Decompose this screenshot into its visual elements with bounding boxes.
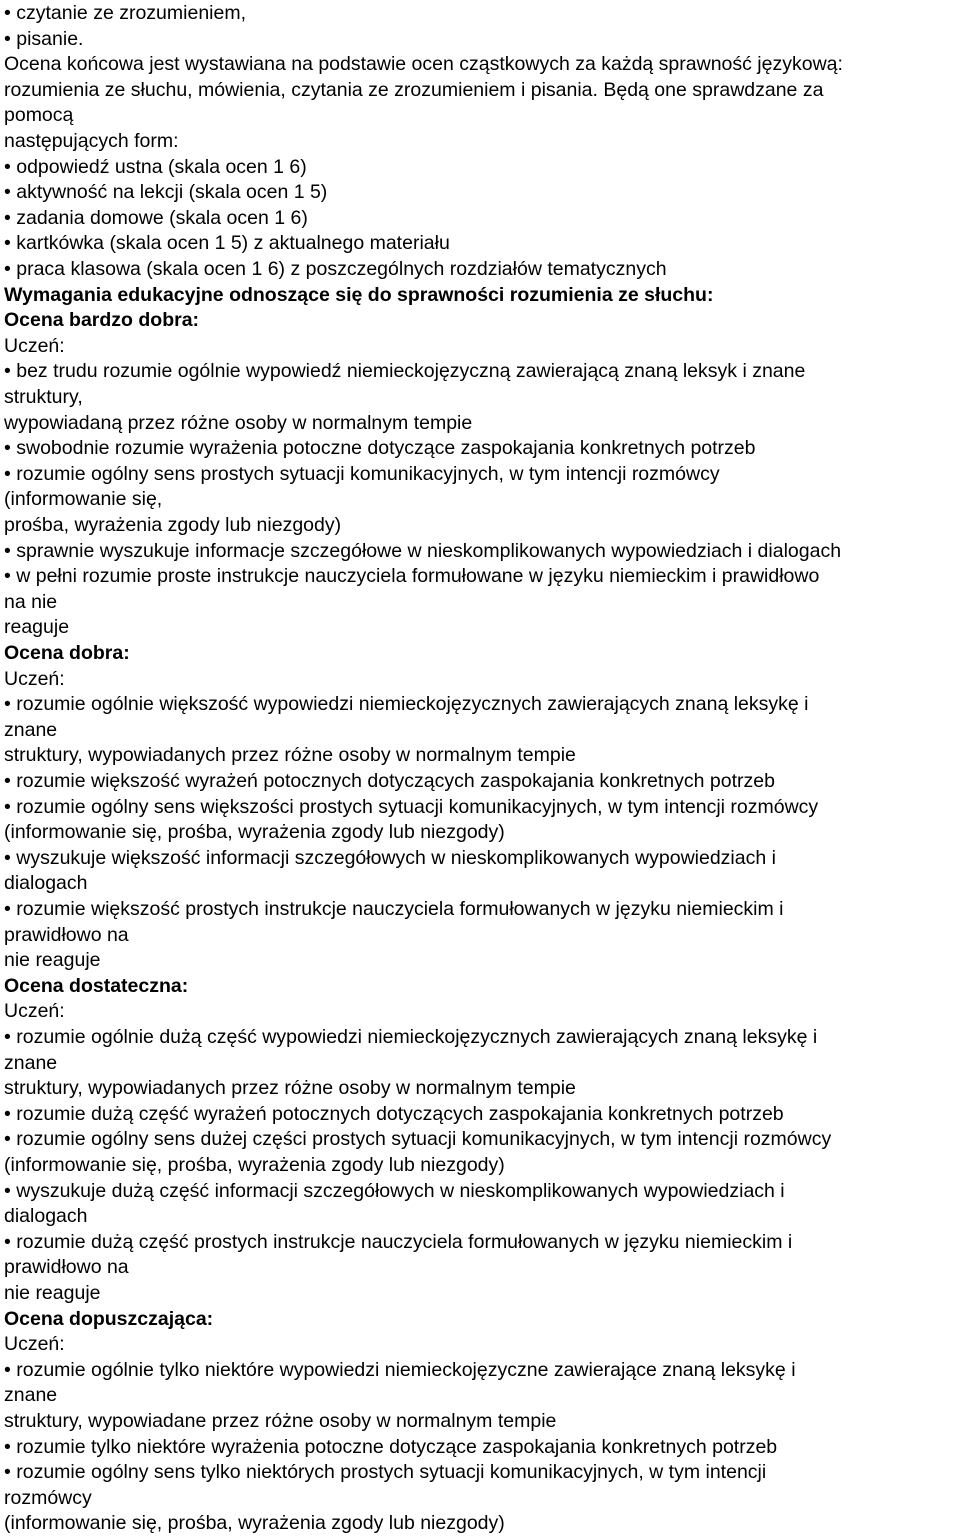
text-line: • pisanie. [4, 27, 84, 50]
text-line: (informowanie się, [4, 488, 163, 511]
text-line: • sprawnie wyszukuje informacje szczegółowe w nieskomplikowanych wypowiedziach i dialogach [4, 539, 842, 562]
text-line: znane [4, 1051, 58, 1074]
text-line: • rozumie ogólnie większość wypowiedzi niemieckojęzycznych zawierających znaną leksykę i [4, 693, 809, 716]
text-line: • czytanie ze zrozumieniem, [4, 2, 246, 24]
text-line: • bez trudu rozumie ogólnie wypowiedź niemieckojęzyczną zawierającą znaną leksyk i znane [4, 360, 806, 383]
text-line: Ocena końcowa jest wystawiana na podstawie ocen cząstkowych za każdą sprawność językową: [4, 53, 843, 76]
text-line: • rozumie większość prostych instrukcje nauczyciela formułowanych w języku niemieckim i [4, 898, 784, 920]
section-heading: Ocena bardzo dobra: [4, 309, 200, 332]
text-line: reaguje [4, 616, 70, 639]
text-line: (informowanie się, prośba, wyrażenia zgody lub niezgody) [4, 1154, 505, 1176]
text-line: rozumienia ze słuchu, mówienia, czytania ze zrozumieniem i pisania. Będą one sprawdzane za [4, 78, 824, 101]
text-line: struktury, [4, 386, 83, 408]
text-line: • rozumie ogólny sens dużej części prostych sytuacji komunikacyjnych, w tym intencji rozmówcy [4, 1128, 832, 1151]
text-line: dialogach [4, 872, 88, 895]
text-line: znane [4, 718, 58, 741]
section-heading: Wymagania edukacyjne odnoszące się do sprawności rozumienia ze słuchu: [4, 283, 714, 306]
text-line: Uczeń: [4, 1000, 65, 1023]
text-line: prośba, wyrażenia zgody lub niezgody) [4, 514, 342, 536]
text-line: • aktywność na lekcji (skala ocen 1 5) [4, 181, 328, 204]
text-line: • odpowiedź ustna (skala ocen 1 6) [4, 155, 307, 178]
section-heading: Ocena dopuszczająca: [4, 1307, 214, 1330]
text-line: struktury, wypowiadanych przez różne osoby w normalnym tempie [4, 1077, 576, 1100]
text-line: struktury, wypowiadane przez różne osoby w normalnym tempie [4, 1410, 557, 1432]
text-line: • kartkówka (skala ocen 1 5) z aktualnego materiału [4, 232, 450, 255]
text-line: prawidłowo na [4, 923, 129, 946]
text-line: • rozumie ogólny sens prostych sytuacji komunikacyjnych, w tym intencji rozmówcy [4, 462, 720, 485]
text-line: • rozumie ogólny sens tylko niektórych prostych sytuacji komunikacyjnych, w tym intencji [4, 1461, 767, 1484]
text-line: nie reaguje [4, 1282, 101, 1304]
text-line: • swobodnie rozumie wyrażenia potoczne dotyczące zaspokajania konkretnych potrzeb [4, 437, 756, 460]
text-line: (informowanie się, prośba, wyrażenia zgody lub niezgody) [4, 1512, 505, 1535]
text-line: • rozumie ogólny sens większości prostych sytuacji komunikacyjnych, w tym intencji rozmówcy [4, 795, 819, 818]
text-line: • rozumie ogólnie dużą część wypowiedzi niemieckojęzycznych zawierających znaną leksykę i [4, 1026, 818, 1048]
text-line: (informowanie się, prośba, wyrażenia zgody lub niezgody) [4, 821, 505, 844]
section-heading: Ocena dobra: [4, 642, 130, 664]
text-line: • wyszukuje dużą część informacji szczegółowych w nieskomplikowanych wypowiedziach i [4, 1179, 785, 1202]
text-line: nie reaguje [4, 949, 101, 972]
text-line: pomocą [4, 104, 74, 127]
text-line: następujących form: [4, 130, 179, 152]
text-line: dialogach [4, 1205, 88, 1228]
text-line: rozmówcy [4, 1486, 92, 1509]
text-line: • rozumie dużą część wyrażeń potocznych dotyczących zaspokajania konkretnych potrzeb [4, 1102, 784, 1125]
text-line: prawidłowo na [4, 1256, 129, 1279]
text-line: znane [4, 1384, 58, 1407]
text-line: • rozumie ogólnie tylko niektóre wypowiedzi niemieckojęzyczne zawierające znaną leksykę i [4, 1358, 796, 1381]
text-line: Uczeń: [4, 1333, 65, 1356]
text-line: na nie [4, 590, 58, 613]
text-line: Uczeń: [4, 667, 65, 690]
text-line: • praca klasowa (skala ocen 1 6) z poszczególnych rozdziałów tematycznych [4, 258, 667, 280]
text-line: Uczeń: [4, 334, 65, 357]
text-line: • rozumie tylko niektóre wyrażenia potoczne dotyczące zaspokajania konkretnych potrzeb [4, 1435, 778, 1458]
section-heading: Ocena dostateczna: [4, 974, 189, 997]
text-line: wypowiadaną przez różne osoby w normalnym tempie [4, 411, 473, 434]
text-line: • rozumie dużą część prostych instrukcje nauczyciela formułowanych w języku niemieckim i [4, 1230, 793, 1253]
text-line: • zadania domowe (skala ocen 1 6) [4, 206, 308, 229]
text-line: struktury, wypowiadanych przez różne osoby w normalnym tempie [4, 744, 576, 767]
text-line: • wyszukuje większość informacji szczegółowych w nieskomplikowanych wypowiedziach i [4, 846, 776, 869]
text-line: • rozumie większość wyrażeń potocznych dotyczących zaspokajania konkretnych potrzeb [4, 770, 775, 792]
text-line: • w pełni rozumie proste instrukcje nauczyciela formułowane w języku niemieckim i prawidłowo [4, 565, 820, 588]
